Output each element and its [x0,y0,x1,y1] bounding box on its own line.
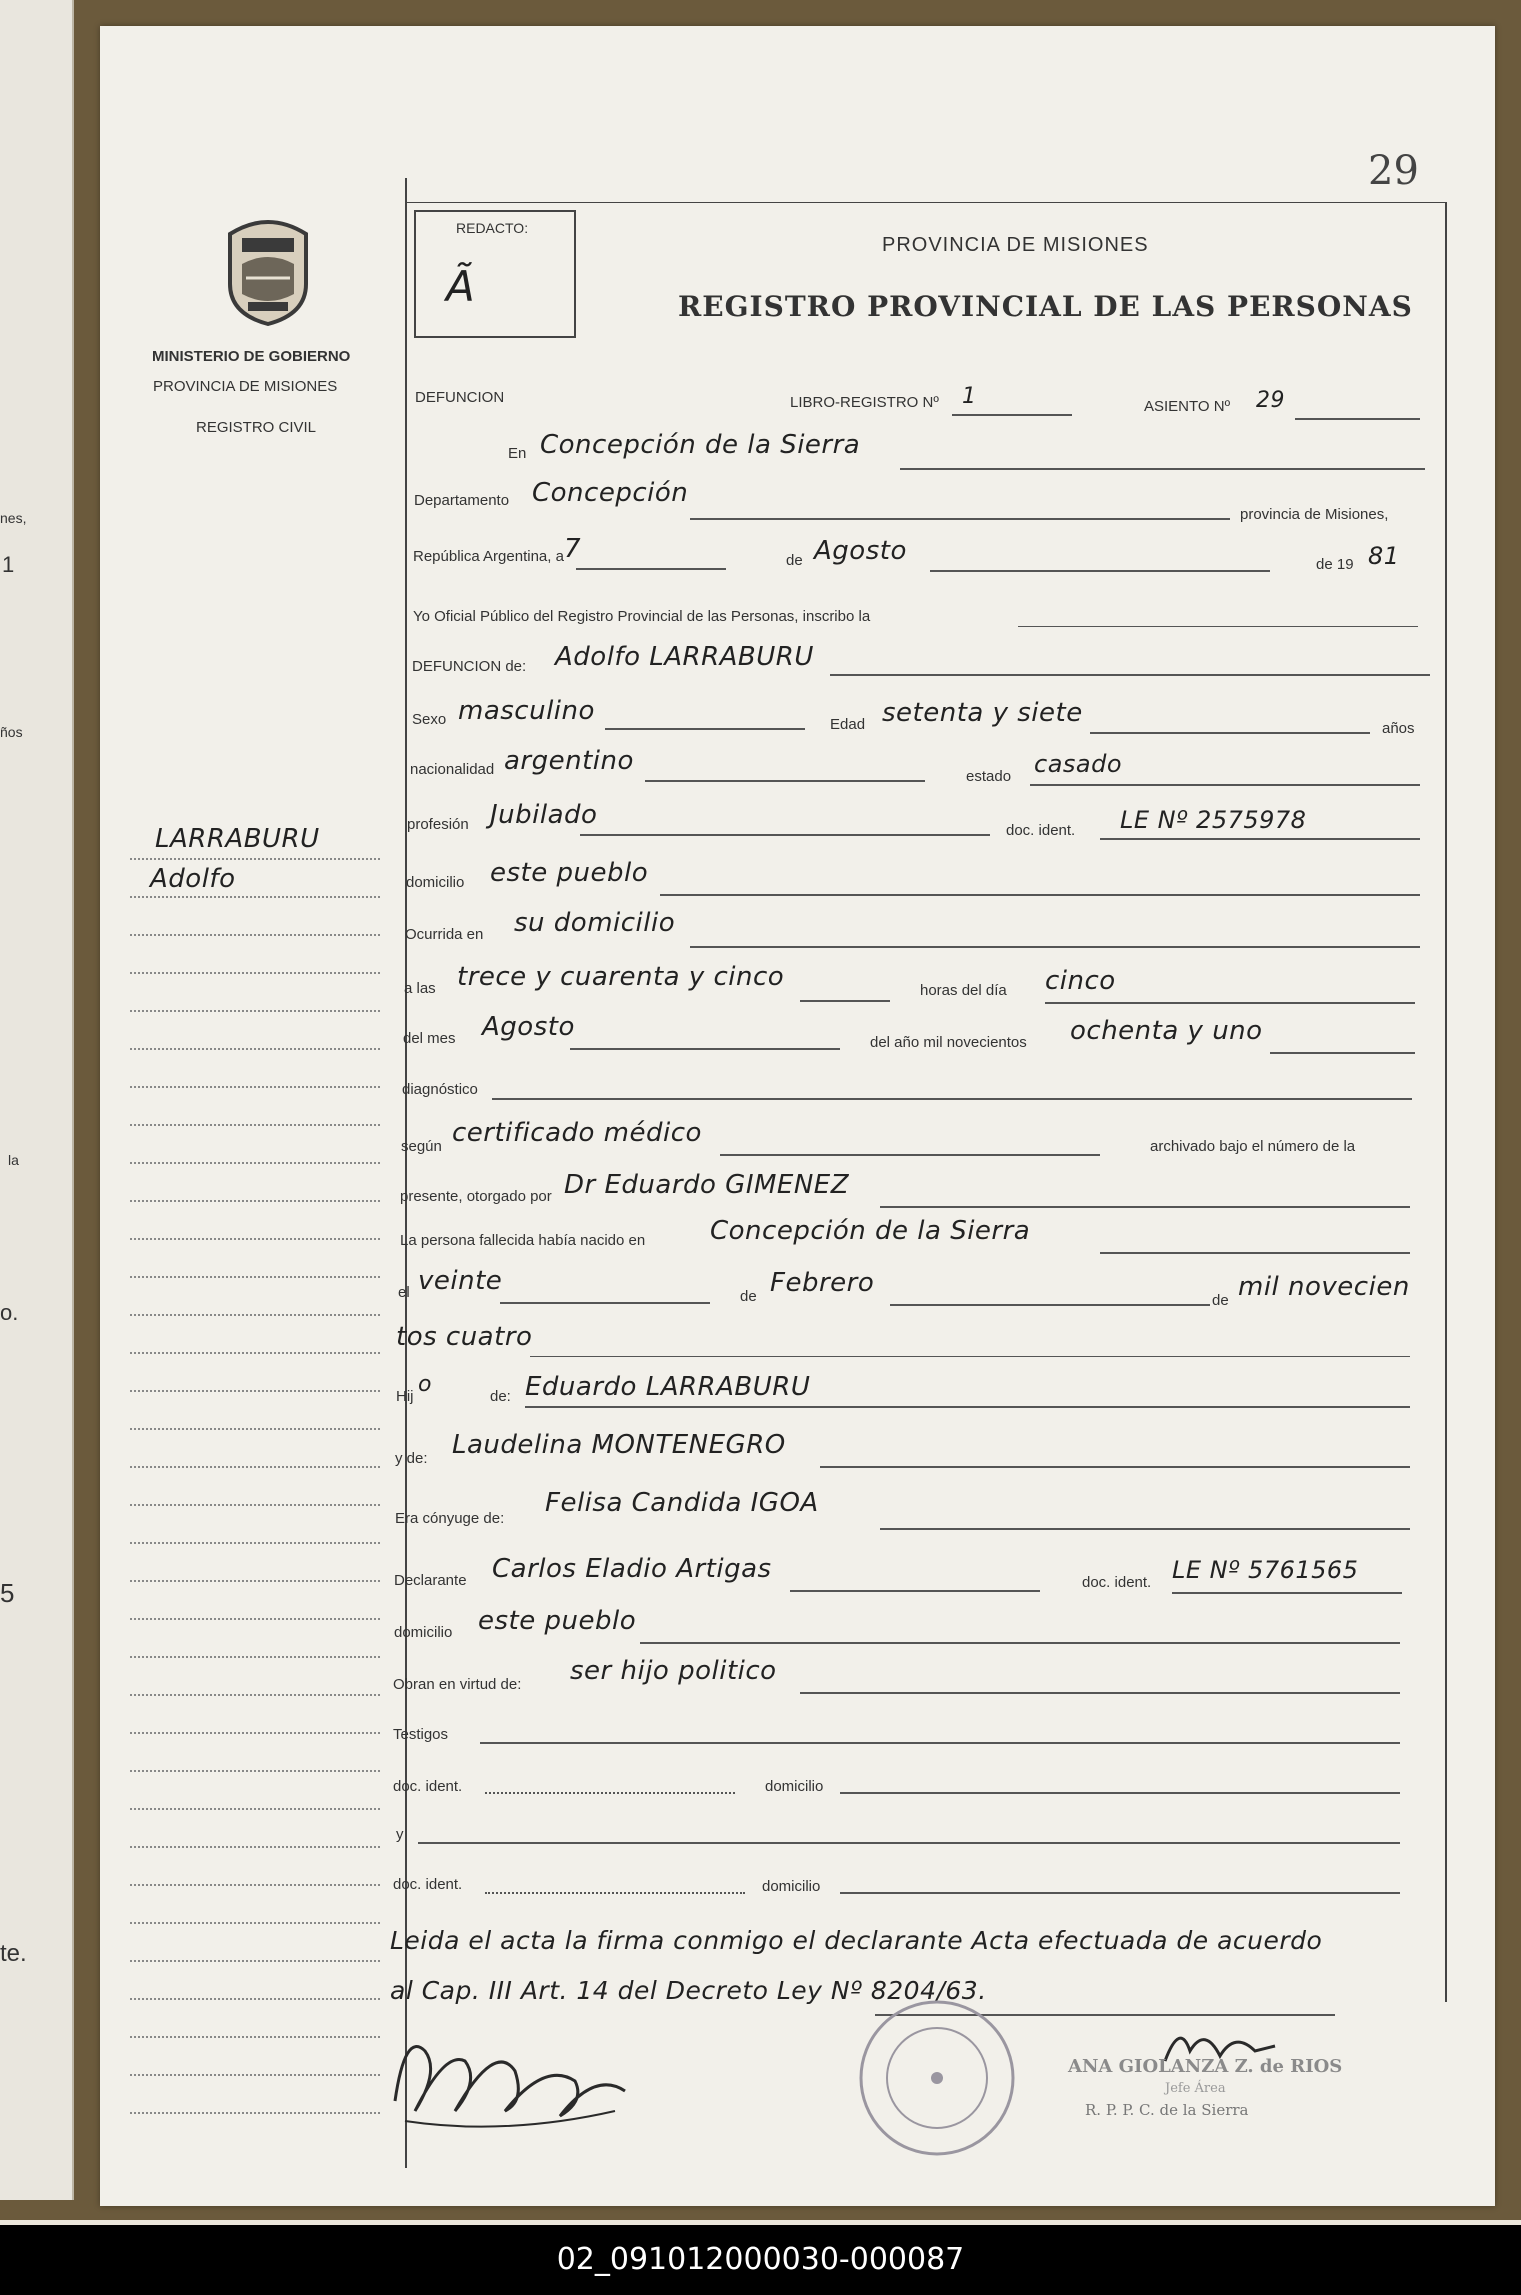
conyuge-label: Era cónyuge de: [395,1510,505,1527]
oficial-org: R. P. P. C. de la Sierra [1085,2101,1249,2119]
top-frame-line [405,202,1445,203]
estado-line [1030,784,1420,786]
nac-mes-value: Febrero [770,1268,875,1298]
presente-line [880,1206,1410,1208]
nota-line-2: al Cap. III Art. 14 del Decreto Ley Nº 8204/63. [390,1976,987,2005]
nac-de-label: de [740,1288,757,1305]
registry-heading: REGISTRO PROVINCIAL DE LAS PERSONAS [678,290,1413,323]
presente-label: presente, otorgado por [400,1188,552,1205]
dia-line [576,568,726,570]
margin-rule-line [130,1504,380,1506]
delmes-label: del mes [403,1030,456,1047]
dia-value: 7 [564,534,582,564]
margin-rule-line [130,1542,380,1544]
mes-defuncion-value: Agosto [482,1012,575,1042]
doc-value: LE Nº 2575978 [1120,806,1307,834]
margin-rule-line [130,1846,380,1848]
segun-value: certificado médico [452,1118,702,1148]
edad-line [1090,732,1370,734]
obran-label: Obran en virtud de: [393,1676,522,1693]
prev-fragment: la [8,1152,19,1168]
ministry-province: PROVINCIA DE MISIONES [153,378,338,395]
en-line [900,468,1425,470]
coat-of-arms-seal [220,214,316,326]
nac-dia-value: veinte [418,1266,503,1296]
declarante-label: Declarante [394,1572,467,1589]
conyuge-value: Felisa Candida IGOA [545,1488,819,1518]
margin-rule-line [130,1238,380,1240]
y-label: y [396,1826,404,1843]
margin-rule-line [130,1998,380,2000]
conyuge-line [880,1528,1410,1530]
declarante-doc-label: doc. ident. [1082,1574,1152,1591]
nac-mes-line [890,1304,1210,1306]
testigos-label: Testigos [393,1726,449,1743]
anos-label: años [1382,720,1415,737]
declarante-doc-line [1172,1592,1402,1594]
archive-caption: 02_091012000030-000087 [0,2225,1521,2295]
departamento-label: Departamento [414,492,510,509]
libro-line [952,414,1072,416]
margin-rule-line [130,1390,380,1392]
declarante-signature [385,2011,645,2141]
padre-value: Eduardo LARRABURU [525,1372,811,1402]
margin-rule-line [130,1352,380,1354]
en-label: En [508,445,527,462]
prev-fragment: te. [0,1940,27,1967]
t2-doc-line [485,1892,745,1894]
republica-label: República Argentina, a [413,548,564,565]
margin-rule-line [130,1048,380,1050]
domicilio-label: domicilio [406,874,465,891]
margin-rule-line [130,1428,380,1430]
madre-label: y de: [395,1450,428,1467]
hora-label: a las [404,980,436,997]
declarante-dom-label: domicilio [394,1624,453,1641]
ocurrida-value: su domicilio [514,908,676,938]
hijo-suffix: o [418,1372,432,1397]
ministry-title: MINISTERIO DE GOBIERNO [152,348,351,365]
declarante-dom-line [640,1642,1400,1644]
margin-surname: LARRABURU [155,824,320,854]
anio-defuncion-line [1270,1052,1415,1054]
oficial-text: Yo Oficial Público del Registro Provincial de las Personas, inscribo la [413,608,871,625]
nacido-line [1100,1252,1410,1254]
nacido-value: Concepción de la Sierra [710,1216,1031,1246]
libro-label: LIBRO-REGISTRO Nº [790,394,939,411]
domicilio-line [660,894,1420,896]
margin-rule-line [130,972,380,974]
segun-line [720,1154,1100,1156]
anio-defuncion-value: ochenta y uno [1070,1016,1263,1046]
t1-dom-line [840,1792,1400,1794]
oficial-name: ANA GIOLANZA Z. de RIOS [1068,2056,1343,2077]
oficial-role: Jefe Área [1165,2081,1226,2096]
departamento-line [690,518,1230,520]
t2-dom-line [840,1892,1400,1894]
profesion-value: Jubilado [490,800,598,830]
nacionalidad-line [645,780,925,782]
hora-value: trece y cuarenta y cinco [457,962,785,992]
prev-fragment: ños [0,724,23,740]
mes-line [930,570,1270,572]
left-frame-line [405,178,407,2168]
registry-round-stamp [855,1996,1020,2161]
de19-label: de 19 [1316,556,1354,573]
t1-dom-label: domicilio [765,1778,824,1795]
declarante-value: Carlos Eladio Artigas [492,1554,772,1584]
nac-anio-value-2: tos cuatro [396,1322,533,1352]
death-certificate-page [100,26,1495,2206]
declarante-dom-value: este pueblo [478,1606,637,1636]
anio-value: 81 [1368,542,1400,570]
previous-page-edge [0,0,74,2200]
profesion-label: profesión [407,816,469,833]
margin-rule-line [130,1466,380,1468]
obran-value: ser hijo politico [570,1656,777,1686]
mes-defuncion-line [570,1048,840,1050]
margin-rule-line [130,1808,380,1810]
declarante-line [790,1590,1040,1592]
asiento-value: 29 [1256,388,1285,413]
redacto-label: REDACTO: [456,220,529,236]
nac-dia-line [500,1302,710,1304]
page-number: 29 [1368,148,1419,194]
ministry-registry: REGISTRO CIVIL [196,419,317,436]
testigos-line [480,1742,1400,1744]
margin-rule-line [130,1884,380,1886]
sexo-label: Sexo [412,711,447,728]
en-value: Concepción de la Sierra [540,430,861,460]
presente-value: Dr Eduardo GIMENEZ [564,1170,850,1200]
doc-line [1100,838,1420,840]
defuncion-value: Adolfo LARRABURU [555,642,814,672]
margin-rule-line [130,896,380,898]
madre-line [820,1466,1410,1468]
domicilio-value: este pueblo [490,858,649,888]
defuncion-label: DEFUNCION de: [412,658,527,675]
doc-label: doc. ident. [1006,822,1076,839]
dia-defuncion-value: cinco [1045,966,1116,996]
oficial-line [1018,626,1418,627]
diagnostico-label: diagnóstico [402,1081,478,1098]
edad-value: setenta y siete [882,698,1083,728]
margin-rule-line [130,1010,380,1012]
margin-rule-line [130,1086,380,1088]
nacionalidad-label: nacionalidad [410,761,495,778]
sexo-line [605,728,805,730]
margin-rule-line [130,934,380,936]
asiento-label: ASIENTO Nº [1144,398,1231,415]
margin-rule-line [130,2036,380,2038]
y-line [418,1842,1400,1844]
margin-rule-line [130,1922,380,1924]
mes-value: Agosto [814,536,907,566]
ocurrida-label: Ocurrida en [405,926,484,943]
margin-rule-line [130,1656,380,1658]
margin-rule-line [130,1618,380,1620]
madre-value: Laudelina MONTENEGRO [452,1430,786,1460]
margin-name: Adolfo [150,864,236,894]
estado-value: casado [1034,750,1123,778]
estado-label: estado [966,768,1012,785]
nota-line-1: Leida el acta la firma conmigo el declarante Acta efectuada de acuerdo [390,1926,1323,1955]
margin-rule-line [130,2074,380,2076]
hijo-label: Hij [396,1388,414,1405]
act-type: DEFUNCION [415,389,505,406]
right-frame-line [1445,202,1447,2002]
margin-rule-line [130,1732,380,1734]
prev-fragment: 5 [0,1578,15,1608]
margin-rule-line [130,1580,380,1582]
asiento-line [1295,418,1420,420]
margin-rule-line [130,858,380,860]
archivado-label: archivado bajo el número de la [1150,1138,1356,1155]
sexo-value: masculino [458,696,595,726]
margin-rule-line [130,1770,380,1772]
margin-rule-line [130,1314,380,1316]
declarante-doc-value: LE Nº 5761565 [1172,1556,1359,1584]
profesion-line [580,834,990,836]
padre-line [525,1406,1410,1408]
diagnostico-line [492,1098,1412,1100]
prev-fragment: o. [0,1300,19,1325]
el-label: el [398,1284,410,1301]
margin-rule-line [130,1276,380,1278]
edad-label: Edad [830,716,866,733]
prev-fragment: 1 [2,552,15,577]
provincia-suffix: provincia de Misiones, [1240,506,1389,523]
redacto-box [414,210,576,338]
province-heading: PROVINCIA DE MISIONES [882,234,1149,256]
ocurrida-line [690,946,1420,948]
nac-de2-label: de [1212,1292,1229,1309]
t2-doc-label: doc. ident. [393,1876,463,1893]
margin-rule-line [130,1694,380,1696]
margin-rule-line [130,1124,380,1126]
margin-rule-line [130,1200,380,1202]
de-label: de [786,552,803,569]
obran-line [800,1692,1400,1694]
t1-doc-line [485,1792,735,1794]
defuncion-line [830,674,1430,676]
margin-rule-line [130,1960,380,1962]
segun-label: según [401,1138,442,1155]
t1-doc-label: doc. ident. [393,1778,463,1795]
nacido-label: La persona fallecida había nacido en [400,1232,646,1249]
departamento-value: Concepción [532,478,689,508]
redacto-initials: Ã [446,262,476,311]
horas-label: horas del día [920,982,1007,999]
nacionalidad-value: argentino [504,746,634,776]
dia-defuncion-line [1045,1002,1415,1004]
libro-value: 1 [962,384,977,409]
t2-dom-label: domicilio [762,1878,821,1895]
margin-rule-line [130,1162,380,1164]
nac-anio-value: mil novecien [1238,1272,1410,1302]
margin-rule-line [130,2112,380,2114]
prev-fragment: nes, [0,510,27,526]
hijo-de-label: de: [490,1388,511,1405]
hora-line [800,1000,890,1002]
anio-mil-label: del año mil novecientos [870,1034,1027,1051]
nac-anio-line [530,1356,1410,1357]
